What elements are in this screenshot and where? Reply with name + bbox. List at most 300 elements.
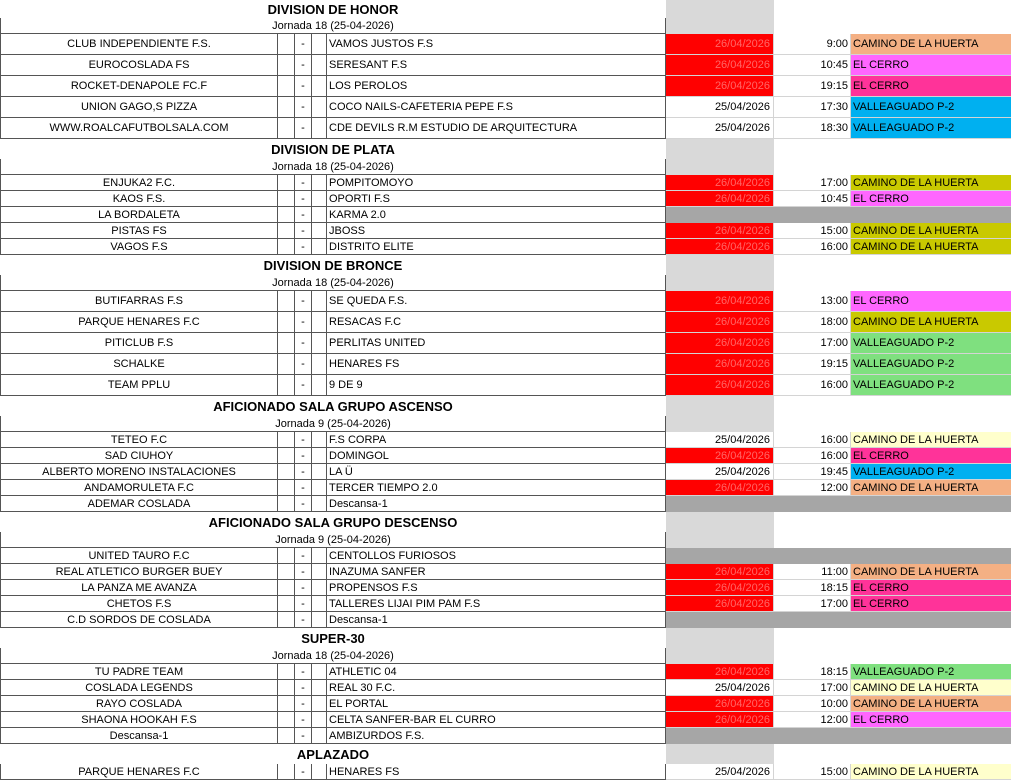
home-team: RAYO COSLADA [0, 696, 278, 712]
match-venue: EL CERRO [851, 55, 1011, 76]
home-team: TETEO F.C [0, 432, 278, 448]
score-separator: - [295, 696, 312, 712]
match-row [0, 291, 1011, 312]
score-separator: - [295, 764, 312, 780]
match-venue: EL CERRO [851, 712, 1011, 728]
spacer-cell [278, 223, 295, 239]
spacer-cell [278, 175, 295, 191]
away-team: COCO NAILS-CAFETERIA PEPE F.S [327, 97, 666, 118]
away-team: VAMOS JUSTOS F.S [327, 34, 666, 55]
match-venue: CAMINO DE LA HUERTA [851, 175, 1011, 191]
header-date-cell [666, 0, 774, 18]
home-team: PITICLUB F.S [0, 333, 278, 354]
jornada-row [0, 532, 1011, 548]
match-row [0, 728, 1011, 744]
home-team: TU PADRE TEAM [0, 664, 278, 680]
spacer-cell [278, 312, 295, 333]
spacer-cell [278, 496, 295, 512]
match-date: 25/04/2026 [666, 764, 774, 780]
away-team: OPORTI F.S [327, 191, 666, 207]
match-venue: CAMINO DE LA HUERTA [851, 564, 1011, 580]
spacer-cell [278, 291, 295, 312]
match-time: 16:00 [774, 432, 851, 448]
away-team: SE QUEDA F.S. [327, 291, 666, 312]
spacer-cell [278, 55, 295, 76]
match-time: 10:45 [774, 191, 851, 207]
spacer-cell [278, 76, 295, 97]
spacer-cell [278, 239, 295, 255]
match-row [0, 548, 1011, 564]
away-team: RESACAS F.C [327, 312, 666, 333]
spacer-cell [312, 333, 327, 354]
section-title-row [0, 396, 1011, 416]
spacer-cell [312, 664, 327, 680]
spacer-cell [312, 612, 327, 628]
match-time: 10:45 [774, 55, 851, 76]
score-separator: - [295, 712, 312, 728]
match-venue: VALLEAGUADO P-2 [851, 333, 1011, 354]
spacer-cell [278, 207, 295, 223]
spacer-cell [312, 223, 327, 239]
away-team: CELTA SANFER-BAR EL CURRO [327, 712, 666, 728]
match-row [0, 354, 1011, 375]
match-row [0, 207, 1011, 223]
match-date: 26/04/2026 [666, 696, 774, 712]
match-row [0, 312, 1011, 333]
no-schedule-bar [666, 728, 1011, 744]
home-team: SCHALKE [0, 354, 278, 375]
match-venue: VALLEAGUADO P-2 [851, 97, 1011, 118]
header-date-cell [666, 628, 774, 648]
match-venue: EL CERRO [851, 191, 1011, 207]
match-row [0, 118, 1011, 139]
match-date: 26/04/2026 [666, 580, 774, 596]
match-date: 25/04/2026 [666, 680, 774, 696]
match-date: 26/04/2026 [666, 596, 774, 612]
score-separator: - [295, 223, 312, 239]
spacer-cell [312, 55, 327, 76]
section-title: APLAZADO [296, 746, 370, 762]
match-row [0, 432, 1011, 448]
home-team: COSLADA LEGENDS [0, 680, 278, 696]
spacer-cell [312, 354, 327, 375]
away-team: PERLITAS UNITED [327, 333, 666, 354]
spacer-cell [278, 480, 295, 496]
score-separator: - [295, 664, 312, 680]
home-team: ENJUKA2 F.C. [0, 175, 278, 191]
away-team: PROPENSOS F.S [327, 580, 666, 596]
match-row [0, 76, 1011, 97]
spacer-cell [278, 696, 295, 712]
match-row [0, 712, 1011, 728]
match-row [0, 764, 1011, 780]
home-team: CLUB INDEPENDIENTE F.S. [0, 34, 278, 55]
away-team: HENARES FS [327, 764, 666, 780]
jornada-row [0, 275, 1011, 291]
spacer-cell [278, 432, 295, 448]
spacer-cell [278, 34, 295, 55]
match-date: 26/04/2026 [666, 76, 774, 97]
spacer-cell [312, 34, 327, 55]
header-date-cell [666, 275, 774, 291]
spacer-cell [278, 97, 295, 118]
score-separator: - [295, 34, 312, 55]
spacer-cell [278, 375, 295, 396]
home-team: TEAM PPLU [0, 375, 278, 396]
section-title: AFICIONADO SALA GRUPO ASCENSO [213, 398, 453, 414]
away-team: F.S CORPA [327, 432, 666, 448]
match-venue: CAMINO DE LA HUERTA [851, 680, 1011, 696]
match-time: 19:45 [774, 464, 851, 480]
spacer-cell [312, 97, 327, 118]
match-time: 15:00 [774, 764, 851, 780]
away-team: DOMINGOL [327, 448, 666, 464]
header-date-cell [666, 648, 774, 664]
match-date: 26/04/2026 [666, 333, 774, 354]
home-team: LA BORDALETA [0, 207, 278, 223]
spacer-cell [278, 728, 295, 744]
match-row [0, 97, 1011, 118]
away-team: Descansa-1 [327, 496, 666, 512]
spacer-cell [278, 448, 295, 464]
match-venue: CAMINO DE LA HUERTA [851, 764, 1011, 780]
spacer-cell [312, 696, 327, 712]
match-venue: EL CERRO [851, 76, 1011, 97]
away-team: SERESANT F.S [327, 55, 666, 76]
match-date: 26/04/2026 [666, 480, 774, 496]
match-date: 26/04/2026 [666, 564, 774, 580]
home-team: C.D SORDOS DE COSLADA [0, 612, 278, 628]
match-row [0, 596, 1011, 612]
away-team: LA Ü [327, 464, 666, 480]
match-time: 18:15 [774, 580, 851, 596]
home-team: PARQUE HENARES F.C [0, 312, 278, 333]
match-time: 15:00 [774, 223, 851, 239]
match-time: 12:00 [774, 712, 851, 728]
match-date: 26/04/2026 [666, 664, 774, 680]
home-team: PARQUE HENARES F.C [0, 764, 278, 780]
home-team: VAGOS F.S [0, 239, 278, 255]
score-separator: - [295, 728, 312, 744]
match-time: 16:00 [774, 448, 851, 464]
jornada-row [0, 159, 1011, 175]
spacer-cell [278, 464, 295, 480]
match-row [0, 496, 1011, 512]
match-venue: VALLEAGUADO P-2 [851, 664, 1011, 680]
score-separator: - [295, 612, 312, 628]
spacer-cell [312, 76, 327, 97]
spacer-cell [312, 496, 327, 512]
match-date: 25/04/2026 [666, 464, 774, 480]
match-row [0, 55, 1011, 76]
spacer-cell [278, 580, 295, 596]
away-team: DISTRITO ELITE [327, 239, 666, 255]
spacer-cell [312, 191, 327, 207]
away-team: CDE DEVILS R.M ESTUDIO DE ARQUITECTURA [327, 118, 666, 139]
spacer-cell [278, 712, 295, 728]
match-time: 16:00 [774, 239, 851, 255]
jornada-label: Jornada 9 (25-04-2026) [0, 416, 666, 432]
away-team: TERCER TIEMPO 2.0 [327, 480, 666, 496]
match-date: 25/04/2026 [666, 118, 774, 139]
jornada-label: Jornada 18 (25-04-2026) [0, 275, 666, 291]
no-schedule-bar [666, 207, 1011, 223]
jornada-label: Jornada 9 (25-04-2026) [0, 532, 666, 548]
away-team: EL PORTAL [327, 696, 666, 712]
match-venue: CAMINO DE LA HUERTA [851, 480, 1011, 496]
away-team: HENARES FS [327, 354, 666, 375]
match-venue: CAMINO DE LA HUERTA [851, 432, 1011, 448]
match-venue: CAMINO DE LA HUERTA [851, 239, 1011, 255]
match-date: 26/04/2026 [666, 239, 774, 255]
score-separator: - [295, 118, 312, 139]
home-team: CHETOS F.S [0, 596, 278, 612]
spacer-cell [312, 118, 327, 139]
match-date: 26/04/2026 [666, 291, 774, 312]
no-schedule-bar [666, 612, 1011, 628]
score-separator: - [295, 191, 312, 207]
home-team: PISTAS FS [0, 223, 278, 239]
header-date-cell [666, 255, 774, 275]
no-schedule-bar [666, 496, 1011, 512]
score-separator: - [295, 496, 312, 512]
match-date: 25/04/2026 [666, 432, 774, 448]
match-time: 12:00 [774, 480, 851, 496]
home-team: SHAONA HOOKAH F.S [0, 712, 278, 728]
spacer-cell [278, 191, 295, 207]
match-date: 26/04/2026 [666, 34, 774, 55]
match-row [0, 612, 1011, 628]
match-row [0, 239, 1011, 255]
score-separator: - [295, 312, 312, 333]
match-date: 26/04/2026 [666, 375, 774, 396]
home-team: SAD CIUHOY [0, 448, 278, 464]
match-venue: EL CERRO [851, 291, 1011, 312]
spacer-cell [278, 680, 295, 696]
spacer-cell [278, 664, 295, 680]
header-date-cell [666, 416, 774, 432]
spacer-cell [278, 596, 295, 612]
score-separator: - [295, 175, 312, 191]
score-separator: - [295, 680, 312, 696]
home-team: ROCKET-DENAPOLE FC.F [0, 76, 278, 97]
match-row [0, 480, 1011, 496]
match-time: 13:00 [774, 291, 851, 312]
spacer-cell [312, 764, 327, 780]
match-row [0, 564, 1011, 580]
away-team: KARMA 2.0 [327, 207, 666, 223]
home-team: ADEMAR COSLADA [0, 496, 278, 512]
match-venue: EL CERRO [851, 580, 1011, 596]
spacer-cell [278, 548, 295, 564]
spacer-cell [312, 548, 327, 564]
match-time: 18:00 [774, 312, 851, 333]
match-venue: VALLEAGUADO P-2 [851, 354, 1011, 375]
spacer-cell [278, 333, 295, 354]
home-team: UNION GAGO,S PIZZA [0, 97, 278, 118]
spacer-cell [312, 480, 327, 496]
section-title: DIVISION DE BRONCE [263, 257, 403, 273]
section-title: DIVISION DE HONOR [267, 1, 399, 17]
match-row [0, 664, 1011, 680]
match-venue: CAMINO DE LA HUERTA [851, 223, 1011, 239]
home-team: KAOS F.S. [0, 191, 278, 207]
spacer-cell [312, 728, 327, 744]
score-separator: - [295, 97, 312, 118]
header-date-cell [666, 512, 774, 532]
section-title: DIVISION DE PLATA [271, 141, 395, 157]
score-separator: - [295, 375, 312, 396]
score-separator: - [295, 464, 312, 480]
home-team: Descansa-1 [0, 728, 278, 744]
away-team: POMPITOMOYO [327, 175, 666, 191]
match-time: 17:00 [774, 333, 851, 354]
match-date: 26/04/2026 [666, 354, 774, 375]
score-separator: - [295, 564, 312, 580]
match-time: 19:15 [774, 76, 851, 97]
score-separator: - [295, 333, 312, 354]
jornada-row [0, 648, 1011, 664]
score-separator: - [295, 480, 312, 496]
home-team: BUTIFARRAS F.S [0, 291, 278, 312]
match-row [0, 191, 1011, 207]
section-title-row [0, 139, 1011, 159]
jornada-label: Jornada 18 (25-04-2026) [0, 18, 666, 34]
spacer-cell [312, 432, 327, 448]
jornada-row [0, 416, 1011, 432]
header-date-cell [666, 159, 774, 175]
match-time: 17:00 [774, 175, 851, 191]
home-team: UNITED TAURO F.C [0, 548, 278, 564]
score-separator: - [295, 55, 312, 76]
header-date-cell [666, 396, 774, 416]
match-venue: CAMINO DE LA HUERTA [851, 312, 1011, 333]
spacer-cell [312, 596, 327, 612]
header-date-cell [666, 18, 774, 34]
section-title-row [0, 744, 1011, 764]
match-venue: EL CERRO [851, 448, 1011, 464]
header-date-cell [666, 744, 774, 764]
score-separator: - [295, 291, 312, 312]
match-time: 10:00 [774, 696, 851, 712]
score-separator: - [295, 448, 312, 464]
spacer-cell [278, 118, 295, 139]
home-team: ANDAMORULETA F.C [0, 480, 278, 496]
match-row [0, 464, 1011, 480]
spacer-cell [312, 680, 327, 696]
spacer-cell [312, 312, 327, 333]
match-date: 25/04/2026 [666, 97, 774, 118]
home-team: ALBERTO MORENO INSTALACIONES [0, 464, 278, 480]
score-separator: - [295, 207, 312, 223]
score-separator: - [295, 580, 312, 596]
jornada-label: Jornada 18 (25-04-2026) [0, 159, 666, 175]
match-row [0, 375, 1011, 396]
match-row [0, 333, 1011, 354]
match-venue: VALLEAGUADO P-2 [851, 375, 1011, 396]
spacer-cell [312, 375, 327, 396]
score-separator: - [295, 432, 312, 448]
no-schedule-bar [666, 548, 1011, 564]
spacer-cell [312, 712, 327, 728]
match-venue: VALLEAGUADO P-2 [851, 464, 1011, 480]
home-team: REAL ATLETICO BURGER BUEY [0, 564, 278, 580]
match-time: 11:00 [774, 564, 851, 580]
match-date: 26/04/2026 [666, 448, 774, 464]
match-row [0, 34, 1011, 55]
spacer-cell [312, 175, 327, 191]
match-row [0, 696, 1011, 712]
header-date-cell [666, 139, 774, 159]
spacer-cell [278, 564, 295, 580]
away-team: Descansa-1 [327, 612, 666, 628]
score-separator: - [295, 596, 312, 612]
section-title-row [0, 512, 1011, 532]
match-time: 16:00 [774, 375, 851, 396]
match-date: 26/04/2026 [666, 223, 774, 239]
spacer-cell [312, 464, 327, 480]
score-separator: - [295, 548, 312, 564]
match-time: 17:30 [774, 97, 851, 118]
spacer-cell [312, 239, 327, 255]
match-date: 26/04/2026 [666, 312, 774, 333]
match-row [0, 448, 1011, 464]
match-date: 26/04/2026 [666, 55, 774, 76]
match-venue: EL CERRO [851, 596, 1011, 612]
header-date-cell [666, 532, 774, 548]
away-team: LOS PEROLOS [327, 76, 666, 97]
section-title: SUPER-30 [301, 630, 365, 646]
spacer-cell [278, 612, 295, 628]
spacer-cell [312, 207, 327, 223]
jornada-label: Jornada 18 (25-04-2026) [0, 648, 666, 664]
score-separator: - [295, 354, 312, 375]
match-row [0, 680, 1011, 696]
away-team: AMBIZURDOS F.S. [327, 728, 666, 744]
match-time: 17:00 [774, 680, 851, 696]
away-team: INAZUMA SANFER [327, 564, 666, 580]
match-time: 17:00 [774, 596, 851, 612]
away-team: CENTOLLOS FURIOSOS [327, 548, 666, 564]
match-venue: CAMINO DE LA HUERTA [851, 34, 1011, 55]
match-venue: CAMINO DE LA HUERTA [851, 696, 1011, 712]
match-row [0, 175, 1011, 191]
match-time: 9:00 [774, 34, 851, 55]
section-title: AFICIONADO SALA GRUPO DESCENSO [208, 514, 458, 530]
home-team: WWW.ROALCAFUTBOLSALA.COM [0, 118, 278, 139]
spacer-cell [312, 564, 327, 580]
match-row [0, 223, 1011, 239]
away-team: 9 DE 9 [327, 375, 666, 396]
match-time: 18:30 [774, 118, 851, 139]
spacer-cell [312, 580, 327, 596]
score-separator: - [295, 239, 312, 255]
spacer-cell [278, 764, 295, 780]
match-date: 26/04/2026 [666, 191, 774, 207]
spacer-cell [312, 448, 327, 464]
jornada-row [0, 18, 1011, 34]
home-team: EUROCOSLADA FS [0, 55, 278, 76]
score-separator: - [295, 76, 312, 97]
section-title-row [0, 628, 1011, 648]
match-date: 26/04/2026 [666, 175, 774, 191]
section-title-row [0, 0, 1011, 18]
section-title-row [0, 255, 1011, 275]
away-team: TALLERES LIJAI PIM PAM F.S [327, 596, 666, 612]
spacer-cell [278, 354, 295, 375]
away-team: JBOSS [327, 223, 666, 239]
away-team: ATHLETIC 04 [327, 664, 666, 680]
